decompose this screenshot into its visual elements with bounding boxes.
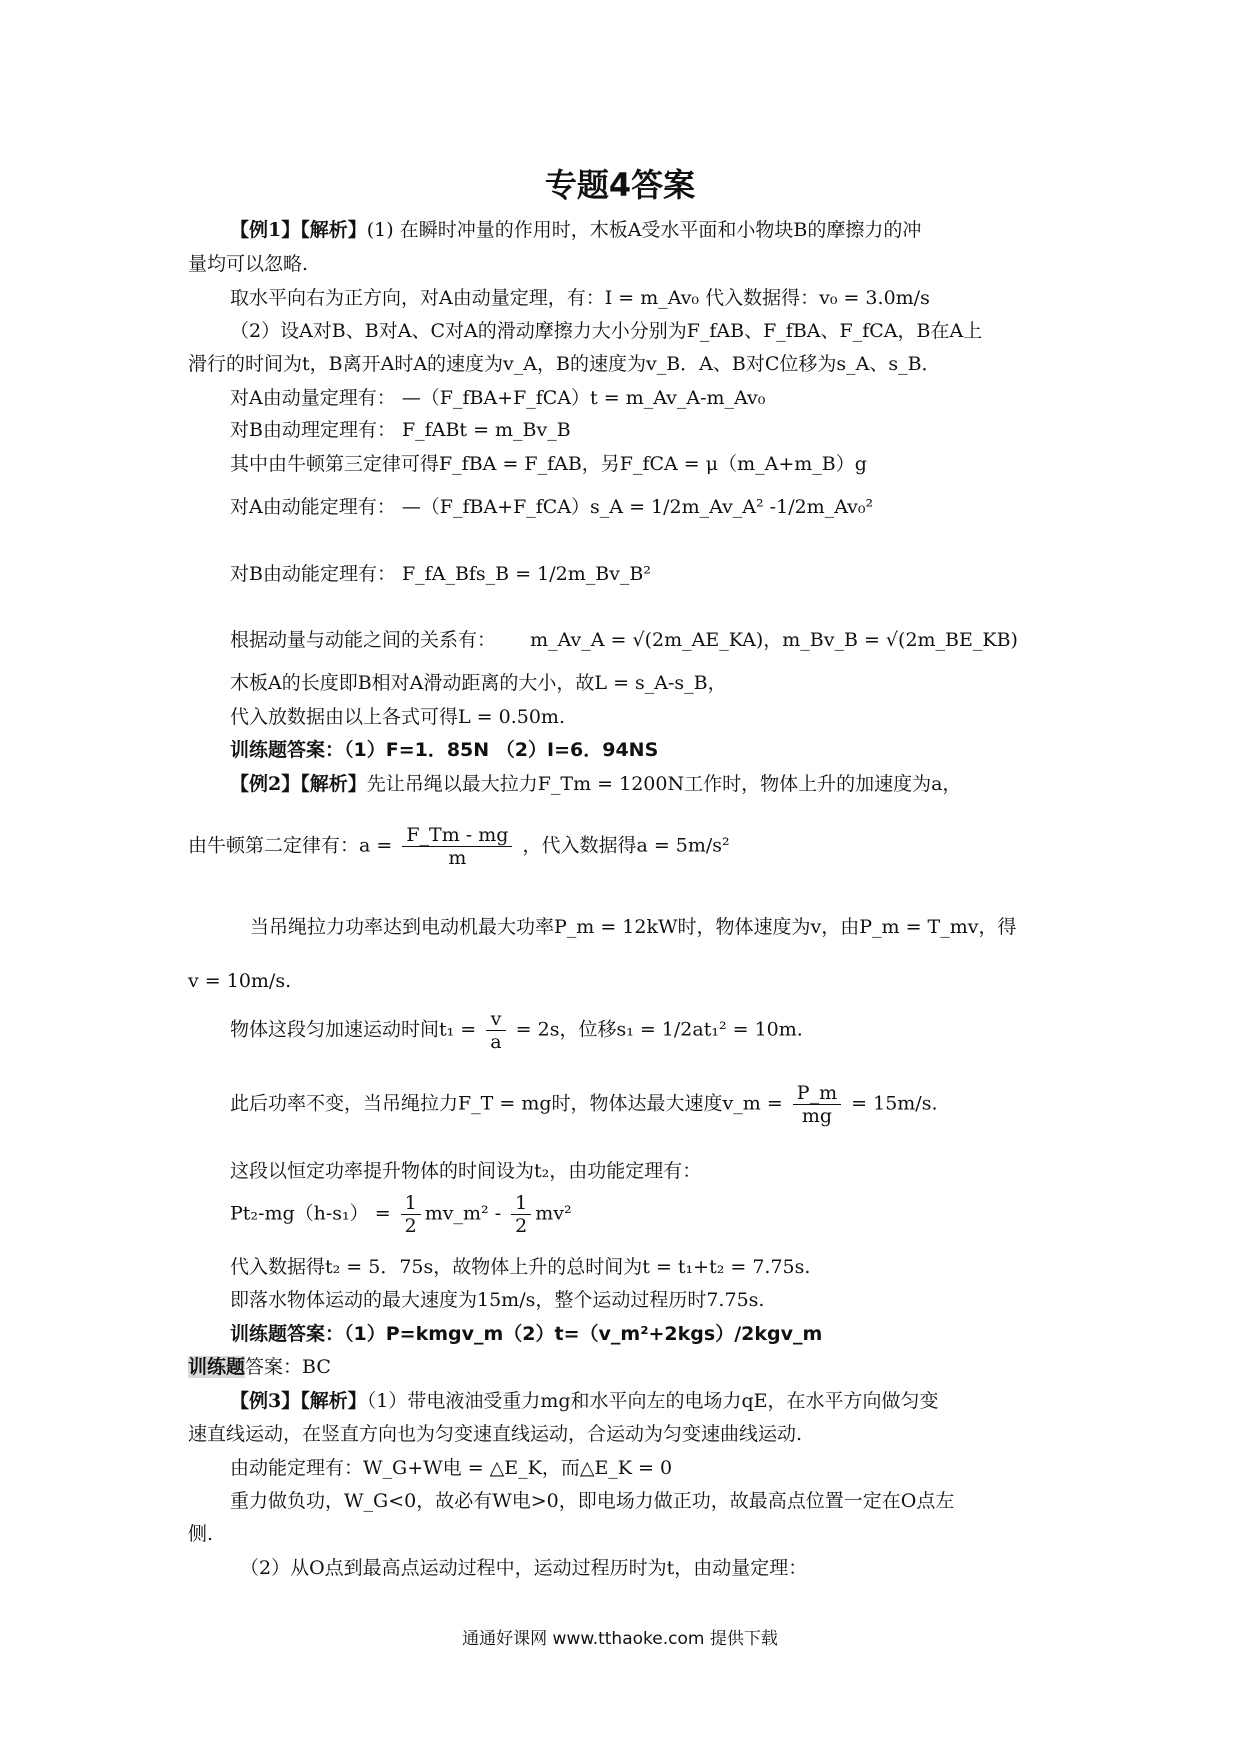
ex2-line-5 xyxy=(230,1008,803,1053)
ex3-heading: 【例3】【解析】 xyxy=(230,1390,367,1412)
train3-text: 答案：BC xyxy=(245,1356,331,1378)
fraction-numerator: v xyxy=(490,1008,502,1030)
ex1-text: (1) 在瞬时冲量的作用时，木板A受水平面和小物块B的摩擦力的冲 xyxy=(366,219,922,241)
train2-answer: 训练题答案：（1）P=kmgv_m（2）t=（v_m²+2kgs）/2kgv_m xyxy=(230,1323,823,1345)
ex1-relation-label: 根据动量与动能之间的关系有： xyxy=(230,629,497,651)
ex2-time-fraction xyxy=(486,1008,505,1053)
ex2-time-label: 物体这段匀加速运动时间t₁ = xyxy=(230,1018,477,1041)
fraction-denominator: 2 xyxy=(511,1214,531,1237)
ex2-line-6 xyxy=(230,1082,938,1127)
ex1-line-4: （2）设A对B、B对A、C对A的滑动摩擦力大小分别为F_fAB、F_fBA、F_fCA，B在A上 xyxy=(230,320,983,342)
fraction-numerator: F_Tm - mg xyxy=(406,824,509,846)
ex1-line-10: 对B由动能定理有： F_fA_Bfs_B = 1/2m_Bv_B² xyxy=(230,563,652,585)
ex2-line-2 xyxy=(188,824,730,869)
ex2-vmax-label: 此后功率不变，当吊绳拉力F_T = mg时，物体达最大速度v_m = xyxy=(230,1092,783,1115)
ex3-line-1 xyxy=(230,1388,939,1414)
ex2-accel-result: ，代入数据得a = 5m/s² xyxy=(522,834,730,857)
ex3-line-3: 由动能定理有：W_G+W电 = △E_K，而△E_K = 0 xyxy=(230,1457,673,1479)
ex1-line-1 xyxy=(230,217,921,243)
ex2-line-9: 代入数据得t₂ = 5．75s，故物体上升的总时间为t = t₁+t₂ = 7.75s. xyxy=(230,1256,811,1278)
ex1-line-9: 对A由动能定理有： —（F_fBA+F_fCA）s_A = 1/2m_Av_A² -1/2m_Av₀² xyxy=(230,496,874,518)
fraction-denominator: a xyxy=(486,1030,505,1053)
fraction-numerator: 1 xyxy=(515,1192,528,1214)
train3-answer xyxy=(188,1354,331,1380)
fraction-denominator: mg xyxy=(793,1104,841,1127)
ex1-heading: 【例1】【解析】 xyxy=(230,219,367,241)
ex2-newton-label: 由牛顿第二定律有：a = xyxy=(188,834,393,857)
ex2-vmax-fraction xyxy=(793,1082,841,1127)
ex2-vmax-result: = 15m/s. xyxy=(851,1092,938,1115)
fraction-denominator: m xyxy=(402,846,512,869)
ex1-line-3: 取水平向右为正方向，对A由动量定理，有：I = m_Av₀ 代入数据得：v₀ = 3.0m/s xyxy=(230,287,930,309)
ex1-line-2: 量均可以忽略. xyxy=(188,253,309,275)
ex2-energy-term-1: mv_m² - xyxy=(424,1202,502,1225)
ex1-relation-formula: m_Av_A = √(2m_AE_KA)，m_Bv_B = √(2m_BE_KB) xyxy=(530,629,1018,651)
fraction-denominator: 2 xyxy=(401,1214,421,1237)
ex3-line-2: 速直线运动，在竖直方向也为匀变速直线运动，合运动为匀变速曲线运动. xyxy=(188,1423,803,1445)
ex2-line-3: 当吊绳拉力功率达到电动机最大功率P_m = 12kW时，物体速度为v，由P_m = T_mv，得 xyxy=(250,916,1017,938)
page-footer: 通通好课网 www.tthaoke.com 提供下载 xyxy=(462,1629,778,1649)
ex1-line-7: 对B由动理定理有： F_fABt = m_Bv_B xyxy=(230,419,571,441)
ex2-half-fraction-2 xyxy=(511,1192,531,1237)
train3-label: 训练题 xyxy=(188,1356,246,1378)
ex1-line-8: 其中由牛顿第三定律可得F_fBA = F_fAB，另F_fCA = μ（m_A+m_B）g xyxy=(230,453,867,475)
ex1-line-6: 对A由动量定理有： —（F_fBA+F_fCA）t = m_Av_A-m_Av₀ xyxy=(230,387,766,409)
page-title: 专题4答案 xyxy=(544,166,696,204)
train1-answer: 训练题答案：（1）F=1．85N （2）I=6．94NS xyxy=(230,739,659,761)
ex2-line-4: v = 10m/s. xyxy=(188,970,292,992)
ex1-line-5: 滑行的时间为t，B离开A时A的速度为v_A，B的速度为v_B．A、B对C位移为s_A、s_B． xyxy=(188,353,941,375)
ex2-time-result: = 2s，位移s₁ = 1/2at₁² = 10m. xyxy=(515,1018,803,1041)
ex1-line-11 xyxy=(230,627,1018,653)
ex2-heading: 【例2】【解析】 xyxy=(230,773,367,795)
ex3-text: （1）带电液油受重力mg和水平向左的电场力qE，在水平方向做匀变 xyxy=(366,1390,939,1412)
ex3-line-4: 重力做负功，W_G<0，故必有W电>0，即电场力做正功，故最高点位置一定在O点左 xyxy=(230,1490,955,1512)
ex2-energy-left: Pt₂-mg（h-s₁） = xyxy=(230,1202,391,1225)
ex1-line-13: 代入放数据由以上各式可得L = 0.50m. xyxy=(230,706,565,728)
ex3-line-5: 侧. xyxy=(188,1523,214,1545)
ex2-line-1 xyxy=(230,771,961,797)
ex2-half-fraction-1 xyxy=(401,1192,421,1237)
fraction-numerator: P_m xyxy=(796,1082,838,1104)
ex2-text: 先让吊绳以最大拉力F_Tm = 1200N工作时，物体上升的加速度为a， xyxy=(366,773,962,795)
ex2-line-7: 这段以恒定功率提升物体的时间设为t₂，由功能定理有： xyxy=(230,1160,702,1182)
ex3-line-6: （2）从O点到最高点运动过程中，运动过程历时为t，由动量定理： xyxy=(240,1557,808,1579)
ex1-line-12: 木板A的长度即B相对A滑动距离的大小，故L = s_A-s_B， xyxy=(230,672,727,694)
ex2-line-8 xyxy=(230,1192,572,1237)
ex2-accel-fraction xyxy=(402,824,512,869)
fraction-numerator: 1 xyxy=(404,1192,417,1214)
ex2-line-10: 即落水物体运动的最大速度为15m/s，整个运动过程历时7.75s. xyxy=(230,1289,765,1311)
ex2-energy-term-2: mv² xyxy=(535,1202,572,1225)
